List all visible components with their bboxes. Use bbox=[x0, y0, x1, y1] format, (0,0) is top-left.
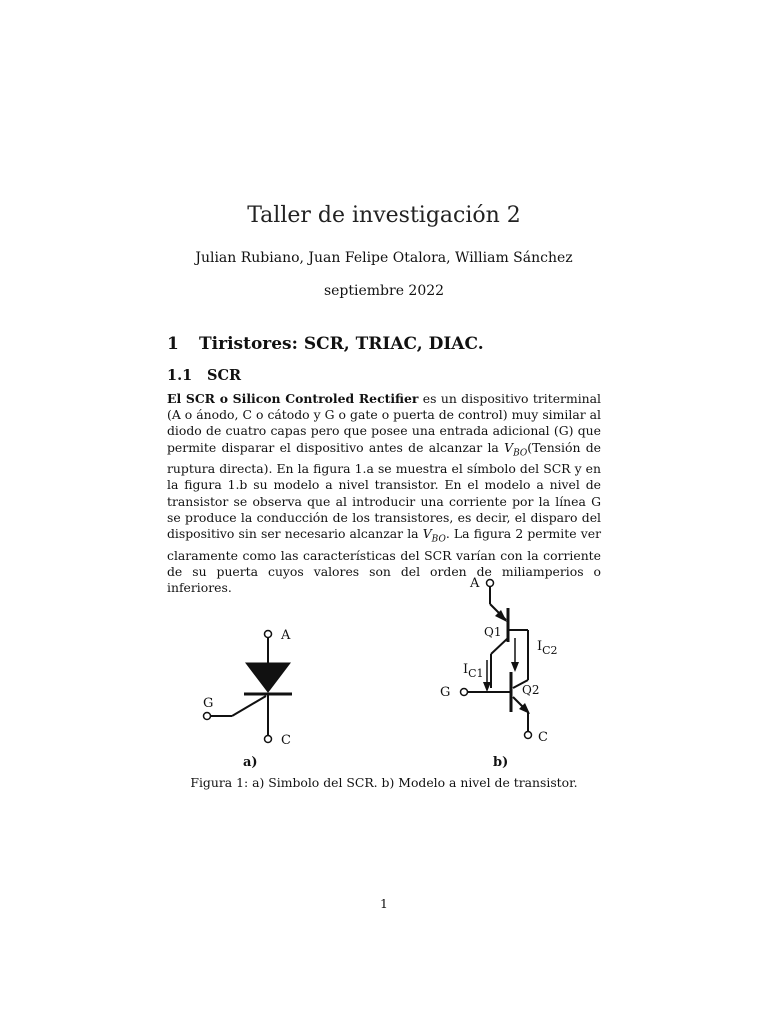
figure-caption: Figura 1: a) Simbolo del SCR. b) Modelo a nivel de transistor. bbox=[190, 775, 578, 790]
para-text-1: es un dispositivo triterminal (A o ánodo, C o cátodo y G o gate o puerta de control) muy similar al diodo de cuatro capas pero que posee una entrada adicional (G) que permite disparar el dispositivo antes de alcanzar la bbox=[167, 391, 601, 455]
vbo-v: V bbox=[504, 439, 514, 455]
vbo-sub: BO bbox=[431, 534, 446, 545]
label-a-cathode: C bbox=[281, 733, 291, 748]
label-ic2 bbox=[537, 639, 558, 657]
vbo-v: V bbox=[422, 526, 432, 542]
ic2-sub: C2 bbox=[542, 644, 558, 657]
section-title: Tiristores: SCR, TRIAC, DIAC. bbox=[199, 334, 484, 354]
ic2-main: I bbox=[537, 639, 543, 654]
q1-collector bbox=[491, 638, 508, 654]
panel-label-a: a) bbox=[243, 755, 258, 770]
label-ic1 bbox=[463, 662, 484, 680]
label-a-anode: A bbox=[281, 628, 291, 643]
ic1-main: I bbox=[463, 662, 469, 677]
vbo-sub: BO bbox=[513, 448, 528, 459]
subsection-title: SCR bbox=[207, 367, 242, 384]
ic2-arrowhead-icon bbox=[511, 662, 519, 672]
gate-terminal-a bbox=[204, 713, 211, 720]
label-q1: Q1 bbox=[484, 625, 502, 639]
anode-terminal-b bbox=[487, 580, 494, 587]
anode-terminal-a bbox=[265, 631, 272, 638]
para-text-3: . La figura 2 permite ver claramente como las características del SCR varían con la corriente de su puerta cuyos valores son del orden de miliamperios o inferiores. bbox=[167, 526, 601, 596]
cathode-terminal-b bbox=[525, 732, 532, 739]
transistor-model bbox=[461, 580, 532, 739]
scr-triangle-icon bbox=[246, 663, 290, 692]
paper-title: Taller de investigación 2 bbox=[247, 203, 521, 228]
gate-diagonal bbox=[232, 696, 266, 716]
date: septiembre 2022 bbox=[323, 283, 445, 299]
panel-label-b: b) bbox=[493, 755, 509, 770]
ic1-arrowhead-icon bbox=[483, 682, 491, 692]
scr-symbol bbox=[204, 631, 293, 743]
label-q2: Q2 bbox=[522, 683, 540, 697]
authors: Julian Rubiano, Juan Felipe Otalora, William Sánchez bbox=[195, 250, 573, 266]
bold-lead: El SCR o Silicon Controled Rectifier bbox=[167, 391, 419, 406]
section-number: 1 bbox=[167, 334, 179, 354]
label-b-cathode: C bbox=[538, 730, 548, 745]
para-text-2: (Tensión de ruptura directa). En la figura 1.a se muestra el símbolo del SCR y en la figura 1.b su modelo a nivel transistor. En el modelo a nivel de transistor se observa que al introducir una corriente por la línea G se produce la conducción de los transistores, es decir, el disparo del dispositivo sin ser necesario alcanzar la bbox=[167, 439, 601, 542]
subsection-number: 1.1 bbox=[167, 367, 193, 384]
gate-terminal-b bbox=[461, 689, 468, 696]
label-b-gate: G bbox=[440, 685, 451, 700]
label-b-anode: A bbox=[470, 576, 480, 591]
page-number: 1 bbox=[380, 896, 388, 911]
ic1-sub: C1 bbox=[468, 667, 484, 680]
cathode-terminal-a bbox=[265, 736, 272, 743]
label-a-gate: G bbox=[203, 696, 214, 711]
